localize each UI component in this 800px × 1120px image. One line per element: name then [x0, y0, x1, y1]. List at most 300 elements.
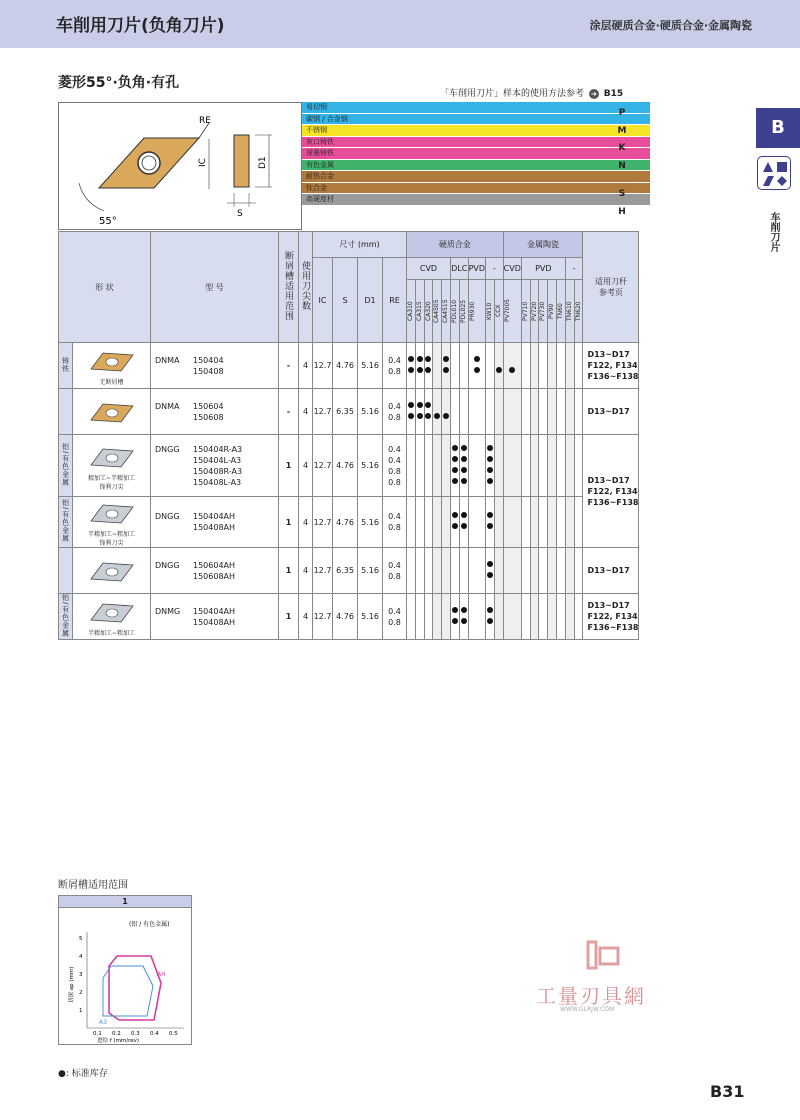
- breaker-cell: 1: [279, 497, 299, 548]
- svg-text:55°: 55°: [99, 216, 117, 227]
- stock-dot: [452, 445, 458, 451]
- insert-caption: 半精加工~粗加工 锋利刀尖: [87, 531, 136, 547]
- stock-dot: [425, 367, 431, 373]
- product-table: [58, 231, 639, 640]
- row-category: 铝/有色金属: [59, 594, 73, 640]
- col-ic: IC: [313, 258, 333, 343]
- section-tab[interactable]: B: [756, 108, 800, 148]
- material-group-m: M: [617, 126, 627, 136]
- stock-dot: [408, 356, 414, 362]
- insert-image-cell: [73, 594, 151, 640]
- model-cell: [151, 497, 279, 548]
- stock-dot: [474, 367, 480, 373]
- table-row: [59, 594, 639, 640]
- model-codes: 150604 150608: [193, 401, 224, 422]
- stock-cell: [459, 497, 468, 548]
- stock-cell: [433, 594, 442, 640]
- col-pvd-1: PVD: [468, 258, 485, 280]
- insert-icon: [89, 600, 135, 626]
- logo-text: 工量刃具網: [536, 984, 646, 1008]
- insert-image-cell: [73, 389, 151, 435]
- col-breaker: 断屑槽适用范围: [279, 232, 299, 343]
- col-cvd: CVD: [407, 258, 451, 280]
- model-cell: [151, 435, 279, 497]
- stock-cell: [565, 497, 574, 548]
- model-series: DNGG: [155, 512, 180, 521]
- stock-cell: [557, 435, 566, 497]
- holder-cell: D13~D17: [583, 389, 639, 435]
- stock-cell: [468, 389, 485, 435]
- y-tick-label: 4: [79, 954, 83, 960]
- row-category: 铝/有色金属: [59, 435, 73, 497]
- grade-ca315: CA315: [415, 280, 424, 343]
- col-edges: 使用刀尖数: [299, 232, 313, 343]
- stock-cell: [407, 548, 416, 594]
- grade-tn60: TN60: [557, 280, 566, 343]
- stock-cell: [459, 343, 468, 389]
- col-pvd-2: PVD: [521, 258, 565, 280]
- stock-dot: [461, 607, 467, 613]
- stock-cell: [574, 343, 583, 389]
- stock-dot: [452, 456, 458, 462]
- arrow-right-icon: ➜: [589, 89, 599, 99]
- chart-title: 断屑槽适用范围: [58, 880, 128, 891]
- breaker-cell: -: [279, 343, 299, 389]
- svg-text:S: S: [237, 209, 243, 219]
- stock-dot: [408, 413, 414, 419]
- grade-pv720: PV720: [530, 280, 539, 343]
- page-number: B31: [710, 1082, 745, 1101]
- stock-cell: [548, 594, 557, 640]
- model-series: DNMA: [155, 355, 180, 365]
- stock-dot: [461, 456, 467, 462]
- y-tick-label: 5: [79, 936, 83, 942]
- model-codes: 150604AH 150608AH: [193, 560, 236, 581]
- side-label: 车削刀片: [768, 212, 779, 252]
- stock-cell: [521, 548, 530, 594]
- grade-pv730: PV730: [539, 280, 548, 343]
- cell-d1: 5.16: [358, 548, 383, 594]
- stock-cell: [442, 594, 451, 640]
- stock-dot: [461, 478, 467, 484]
- page-header: [0, 0, 800, 48]
- col-dash-1: -: [486, 258, 504, 280]
- stock-dot: [425, 402, 431, 408]
- stock-cell: [539, 548, 548, 594]
- grade-ca310: CA310: [407, 280, 416, 343]
- stock-dot: [487, 523, 493, 529]
- cell-edges: 4: [299, 548, 313, 594]
- material-row: 有色金属: [302, 160, 650, 172]
- material-row: 易切钢: [302, 102, 650, 114]
- material-row: 灰口铸铁: [302, 137, 650, 149]
- page-title: 车削用刀片(负角刀片): [56, 16, 225, 36]
- cell-edges: 4: [299, 497, 313, 548]
- stock-cell: [548, 497, 557, 548]
- col-shape: 形 状: [59, 232, 151, 343]
- stock-cell: [574, 389, 583, 435]
- model-codes: 150404R-A3 150404L-A3 150408R-A3 150408L-A3: [193, 444, 243, 487]
- holder-cell: D13~D17 F122, F134 F136~F138: [583, 343, 639, 389]
- stock-cell: [565, 548, 574, 594]
- stock-dot: [509, 367, 515, 373]
- col-carbide: 硬质合金: [407, 232, 504, 258]
- stock-cell: [494, 548, 503, 594]
- table-row: [59, 389, 639, 435]
- cell-d1: 5.16: [358, 594, 383, 640]
- stock-dot: [487, 572, 493, 578]
- stock-dot: [408, 402, 414, 408]
- stock-cell: [503, 497, 521, 548]
- grade-pdl025: PDL025: [459, 280, 468, 343]
- stock-dot: [425, 356, 431, 362]
- material-group-s: S: [618, 189, 626, 199]
- stock-cell: [433, 548, 442, 594]
- insert-image-cell: [73, 435, 151, 497]
- stock-cell: [415, 594, 424, 640]
- insert-icon: [89, 400, 135, 426]
- stock-cell: [548, 389, 557, 435]
- chart-xlabel: 进给 f (mm/rev): [97, 1038, 140, 1044]
- stock-cell: [415, 548, 424, 594]
- label-a3: A3: [99, 1019, 107, 1026]
- stock-cell: [530, 343, 539, 389]
- col-cermet: 金属陶瓷: [503, 232, 583, 258]
- insert-image-cell: [73, 548, 151, 594]
- stock-dot: [417, 413, 423, 419]
- stock-cell: [424, 435, 433, 497]
- stock-cell: [442, 548, 451, 594]
- reference-note: [440, 86, 623, 99]
- x-tick-label: 0.5: [169, 1031, 178, 1037]
- stock-cell: [442, 435, 451, 497]
- col-d1: D1: [358, 258, 383, 343]
- material-row: 高硬度材: [302, 194, 650, 206]
- stock-cell: [565, 389, 574, 435]
- stock-cell: [415, 343, 424, 389]
- stock-dot: [443, 356, 449, 362]
- holder-cell: D13~D17 F122, F134 F136~F138: [583, 594, 639, 640]
- cell-ic: 12.7: [313, 497, 333, 548]
- stock-dot: [452, 618, 458, 624]
- insert-shapes-icon: [757, 156, 791, 190]
- stock-cell: [521, 343, 530, 389]
- y-tick-label: 3: [79, 972, 83, 978]
- model-cell: [151, 343, 279, 389]
- col-dash-2: -: [565, 258, 583, 280]
- stock-dot: [452, 478, 458, 484]
- stock-dot: [461, 467, 467, 473]
- table-row: [59, 435, 639, 497]
- stock-cell: [557, 594, 566, 640]
- stock-cell: [433, 389, 442, 435]
- grade-pdl010: PDL010: [450, 280, 459, 343]
- material-row: 不锈钢: [302, 125, 650, 137]
- stock-cell: [548, 343, 557, 389]
- stock-cell: [459, 389, 468, 435]
- cell-ic: 12.7: [313, 435, 333, 497]
- stock-cell: [433, 497, 442, 548]
- cell-ic: 12.7: [313, 343, 333, 389]
- col-s: S: [333, 258, 358, 343]
- stock-cell: [424, 497, 433, 548]
- model-codes: 150404 150408: [193, 355, 224, 376]
- cell-edges: 4: [299, 389, 313, 435]
- stock-cell: [415, 497, 424, 548]
- stock-cell: [494, 343, 503, 389]
- cell-re: 0.4 0.8: [383, 389, 407, 435]
- re-label: RE: [199, 116, 211, 126]
- holder-cell: D13~D17: [583, 548, 639, 594]
- stock-cell: [486, 389, 495, 435]
- insert-image-cell: [73, 497, 151, 548]
- stock-cell: [539, 497, 548, 548]
- stock-cell: [530, 594, 539, 640]
- stock-cell: [459, 435, 468, 497]
- stock-dot: [487, 607, 493, 613]
- stock-cell: [503, 594, 521, 640]
- stock-cell: [557, 389, 566, 435]
- stock-cell: [494, 389, 503, 435]
- stock-cell: [530, 548, 539, 594]
- grade-tn620: TN620: [574, 280, 583, 343]
- grade-ca4505: CA4505: [433, 280, 442, 343]
- stock-dot: [443, 367, 449, 373]
- stock-cell: [459, 548, 468, 594]
- stock-cell: [521, 389, 530, 435]
- stock-cell: [424, 343, 433, 389]
- insert-geometry-diagram: [58, 102, 302, 230]
- stock-cell: [521, 497, 530, 548]
- stock-cell: [503, 435, 521, 497]
- col-model: 型 号: [151, 232, 279, 343]
- grade-pv90: PV90: [548, 280, 557, 343]
- stock-cell: [407, 497, 416, 548]
- stock-cell: [450, 594, 459, 640]
- stock-cell: [503, 343, 521, 389]
- table-row: [59, 497, 639, 548]
- stock-cell: [530, 497, 539, 548]
- cell-re: 0.4 0.4 0.8 0.8: [383, 435, 407, 497]
- stock-dot: [417, 367, 423, 373]
- stock-cell: [450, 435, 459, 497]
- insert-caption: 半精加工~粗加工: [87, 630, 136, 638]
- stock-dot: [487, 618, 493, 624]
- breaker-cell: -: [279, 389, 299, 435]
- model-series: DNGG: [155, 560, 180, 570]
- material-row: 球墨铸铁: [302, 148, 650, 160]
- stock-dot: [452, 523, 458, 529]
- stock-cell: [494, 435, 503, 497]
- insert-icon: [89, 501, 135, 527]
- svg-text:D1: D1: [258, 156, 268, 169]
- cell-d1: 5.16: [358, 497, 383, 548]
- stock-cell: [557, 548, 566, 594]
- stock-cell: [494, 594, 503, 640]
- stock-cell: [407, 594, 416, 640]
- stock-cell: [574, 594, 583, 640]
- stock-cell: [407, 435, 416, 497]
- holder-cell: D13~D17 F122, F134 F136~F138: [583, 435, 639, 548]
- stock-cell: [450, 497, 459, 548]
- grade-kw10: KW10: [486, 280, 495, 343]
- col-re: RE: [383, 258, 407, 343]
- stock-cell: [468, 548, 485, 594]
- breaker-cell: 1: [279, 435, 299, 497]
- stock-cell: [486, 497, 495, 548]
- material-row: 耐热合金: [302, 171, 650, 183]
- grade-pv7005: PV7005: [503, 280, 521, 343]
- stock-cell: [468, 594, 485, 640]
- col-dlc: DLC: [450, 258, 468, 280]
- watermark-logo: [530, 940, 680, 1020]
- model-cell: [151, 594, 279, 640]
- model-cell: [151, 389, 279, 435]
- model-codes: 150404AH 150408AH: [193, 512, 236, 532]
- stock-cell: [539, 343, 548, 389]
- stock-dot: [461, 523, 467, 529]
- stock-dot: [434, 413, 440, 419]
- chart-ylabel: 切深 ap (mm): [69, 966, 75, 1003]
- stock-cell: [442, 389, 451, 435]
- reference-note-text: 「车削用刀片」样本的使用方法参考: [440, 89, 585, 99]
- stock-dot: [461, 445, 467, 451]
- cell-d1: 5.16: [358, 343, 383, 389]
- y-tick-label: 2: [79, 990, 83, 996]
- cell-d1: 5.16: [358, 435, 383, 497]
- grade-ca4515: CA4515: [442, 280, 451, 343]
- cell-s: 4.76: [333, 594, 358, 640]
- stock-cell: [565, 435, 574, 497]
- model-cell: [151, 548, 279, 594]
- stock-dot: [452, 607, 458, 613]
- cell-s: 6.35: [333, 548, 358, 594]
- cell-edges: 4: [299, 343, 313, 389]
- grade-pv710: PV710: [521, 280, 530, 343]
- insert-image-cell: [73, 343, 151, 389]
- stock-cell: [468, 497, 485, 548]
- insert-caption: 无断屑槽: [99, 379, 124, 386]
- stock-cell: [539, 435, 548, 497]
- stock-dot: [487, 445, 493, 451]
- stock-cell: [424, 594, 433, 640]
- stock-dot: [452, 467, 458, 473]
- grade-ccx: CCX: [494, 280, 503, 343]
- stock-cell: [530, 435, 539, 497]
- x-tick-label: 0.4: [150, 1031, 159, 1037]
- stock-cell: [503, 548, 521, 594]
- cell-s: 6.35: [333, 389, 358, 435]
- material-row: 碳钢 / 合金钢: [302, 114, 650, 126]
- stock-cell: [539, 389, 548, 435]
- cell-edges: 4: [299, 435, 313, 497]
- col-holder: 适用刀杆 参考页: [583, 232, 639, 343]
- cell-ic: 12.7: [313, 594, 333, 640]
- stock-cell: [433, 343, 442, 389]
- stock-cell: [459, 594, 468, 640]
- label-ah: AH: [157, 971, 166, 978]
- insert-icon: [89, 445, 135, 471]
- stock-cell: [468, 435, 485, 497]
- stock-cell: [548, 548, 557, 594]
- chart-plot: [59, 908, 191, 1044]
- stock-dot: [487, 467, 493, 473]
- x-tick-label: 0.1: [93, 1031, 102, 1037]
- stock-cell: [486, 548, 495, 594]
- stock-cell: [565, 343, 574, 389]
- breaker-cell: 1: [279, 548, 299, 594]
- chip-breaker-chart: [58, 895, 192, 1045]
- col-cvd-2: CVD: [503, 258, 521, 280]
- y-tick-label: 1: [79, 1008, 83, 1014]
- cell-re: 0.4 0.8: [383, 594, 407, 640]
- stock-cell: [557, 343, 566, 389]
- stock-cell: [530, 389, 539, 435]
- stock-cell: [442, 343, 451, 389]
- stock-cell: [503, 389, 521, 435]
- chart-column-header: 1: [59, 896, 191, 908]
- stock-cell: [494, 497, 503, 548]
- stock-dot: [408, 367, 414, 373]
- stock-cell: [548, 435, 557, 497]
- stock-cell: [486, 594, 495, 640]
- grade-pr930: PR930: [468, 280, 485, 343]
- stock-dot: [425, 413, 431, 419]
- insert-icon: [89, 559, 135, 585]
- stock-dot: [474, 356, 480, 362]
- stock-dot: [417, 356, 423, 362]
- table-row: [59, 343, 639, 389]
- model-series: DNGG: [155, 444, 180, 454]
- stock-cell: [486, 435, 495, 497]
- stock-dot: [487, 561, 493, 567]
- stock-cell: [407, 389, 416, 435]
- legend: ●: 标准库存: [58, 1069, 108, 1079]
- cell-re: 0.4 0.8: [383, 548, 407, 594]
- material-group-h: H: [618, 207, 626, 217]
- stock-cell: [450, 389, 459, 435]
- row-category: 铸铁: [59, 343, 73, 389]
- reference-page[interactable]: B15: [603, 89, 624, 99]
- insert-icon: [89, 349, 135, 375]
- cell-s: 4.76: [333, 343, 358, 389]
- stock-dot: [487, 512, 493, 518]
- table-row: [59, 548, 639, 594]
- row-category: [59, 548, 73, 594]
- material-group-n: N: [618, 161, 626, 171]
- section-title: 菱形55°·负角·有孔: [58, 75, 180, 91]
- cell-ic: 12.7: [313, 548, 333, 594]
- row-category: [59, 389, 73, 435]
- logo-url: WWW.GLRJW.COM: [560, 1006, 615, 1013]
- cell-re: 0.4 0.8: [383, 343, 407, 389]
- stock-dot: [461, 618, 467, 624]
- page-subtitle: 涂层硬质合金·硬质合金·金属陶瓷: [589, 19, 752, 32]
- cell-d1: 5.16: [358, 389, 383, 435]
- material-group-p: P: [618, 108, 626, 118]
- model-series: DNMA: [155, 401, 180, 411]
- material-row: 钛合金: [302, 183, 650, 195]
- stock-cell: [557, 497, 566, 548]
- stock-cell: [574, 548, 583, 594]
- breaker-cell: 1: [279, 594, 299, 640]
- stock-cell: [539, 594, 548, 640]
- stock-dot: [461, 512, 467, 518]
- region-a3: [103, 966, 153, 1016]
- cell-s: 4.76: [333, 497, 358, 548]
- col-dimensions: 尺寸 (mm): [313, 232, 407, 258]
- stock-cell: [450, 548, 459, 594]
